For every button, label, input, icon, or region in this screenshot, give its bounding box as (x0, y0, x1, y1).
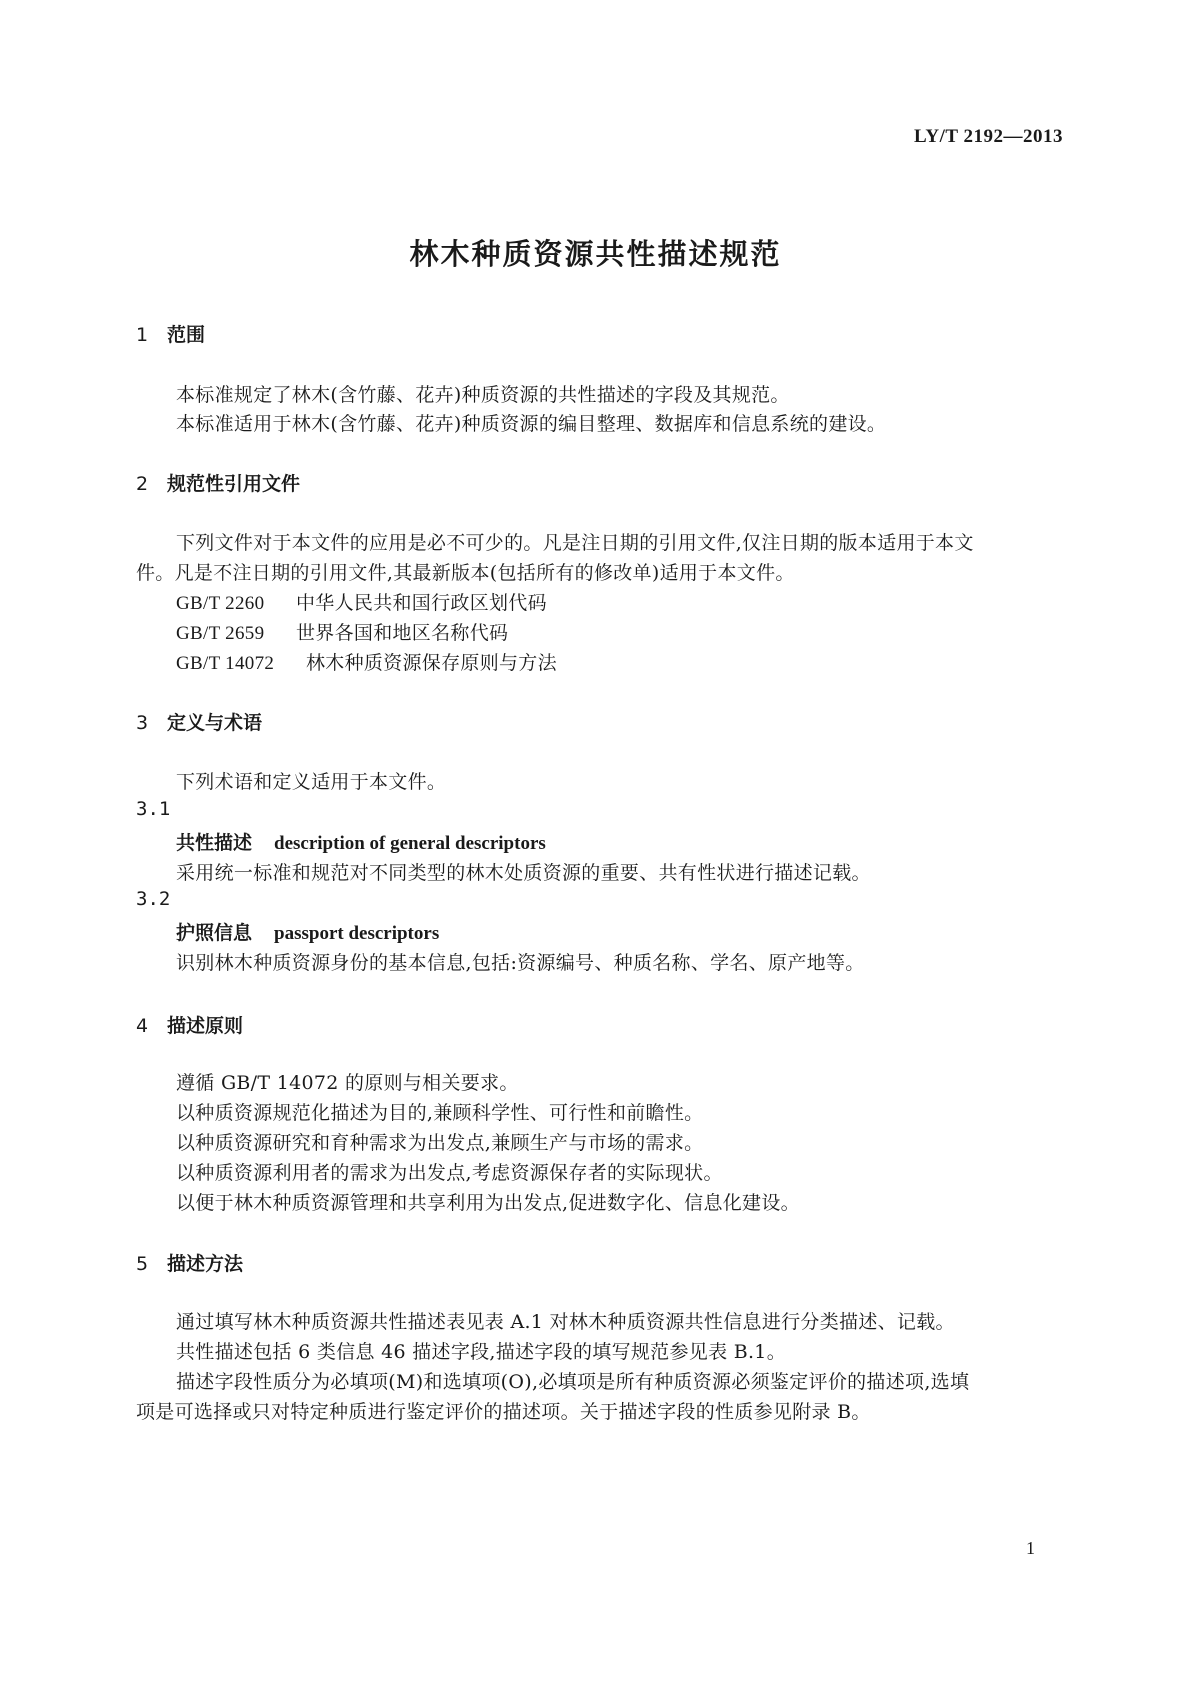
reference-name: 中华人民共和国行政区划代码 (296, 592, 547, 614)
section-number: 3 (136, 712, 149, 734)
reference-code: GB/T 2260 (176, 593, 265, 614)
paragraph: 项是可选择或只对特定种质进行鉴定评价的描述项。关于描述字段的性质参见附录 B。 (136, 1401, 871, 1423)
term-definition: 识别林木种质资源身份的基本信息,包括:资源编号、种质名称、学名、原产地等。 (176, 952, 865, 974)
paragraph: 下列文件对于本文件的应用是必不可少的。凡是注日期的引用文件,仅注日期的版本适用于本文 (176, 532, 974, 554)
section-title: 描述原则 (167, 1015, 244, 1037)
term-chinese: 共性描述 (176, 832, 253, 854)
paragraph: 本标准规定了林木(含竹藤、花卉)种质资源的共性描述的字段及其规范。 (176, 384, 790, 406)
reference-item (176, 588, 547, 615)
paragraph: 以便于林木种质资源管理和共享利用为出发点,促进数字化、信息化建设。 (176, 1192, 800, 1214)
reference-item (176, 648, 557, 675)
section-title: 描述方法 (167, 1253, 244, 1275)
reference-code: GB/T 2659 (176, 623, 265, 644)
term-number: 3.1 (136, 798, 171, 820)
section-title: 定义与术语 (167, 712, 263, 734)
paragraph: 共性描述包括 6 类信息 46 描述字段,描述字段的填写规范参见表 B.1。 (176, 1341, 786, 1363)
section-3-heading (136, 708, 262, 735)
section-title: 规范性引用文件 (167, 473, 301, 495)
section-number: 1 (136, 324, 149, 346)
reference-code: GB/T 14072 (176, 653, 275, 674)
term-entry (176, 828, 546, 855)
section-number: 2 (136, 473, 149, 495)
term-english: passport descriptors (274, 923, 440, 944)
term-chinese: 护照信息 (176, 922, 253, 944)
section-5-heading (136, 1249, 243, 1276)
term-english: description of general descriptors (274, 833, 546, 854)
paragraph: 件。凡是不注日期的引用文件,其最新版本(包括所有的修改单)适用于本文件。 (136, 562, 795, 584)
reference-name: 世界各国和地区名称代码 (296, 622, 509, 644)
section-number: 4 (136, 1015, 149, 1037)
term-number: 3.2 (136, 888, 171, 910)
paragraph: 以种质资源研究和育种需求为出发点,兼顾生产与市场的需求。 (176, 1132, 704, 1154)
paragraph: 下列术语和定义适用于本文件。 (176, 771, 447, 793)
section-1-heading (136, 320, 205, 347)
section-4-heading (136, 1011, 243, 1038)
section-number: 5 (136, 1253, 149, 1275)
page-number: 1 (1026, 1538, 1035, 1558)
paragraph: 遵循 GB/T 14072 的原则与相关要求。 (176, 1072, 519, 1094)
term-definition: 采用统一标准和规范对不同类型的林木处质资源的重要、共有性状进行描述记载。 (176, 862, 871, 884)
paragraph: 以种质资源规范化描述为目的,兼顾科学性、可行性和前瞻性。 (176, 1102, 704, 1124)
paragraph: 通过填写林木种质资源共性描述表见表 A.1 对林木种质资源共性信息进行分类描述、记载。 (176, 1311, 955, 1333)
document-title: 林木种质资源共性描述规范 (409, 237, 782, 271)
section-2-heading (136, 469, 300, 496)
section-title: 范围 (167, 324, 206, 346)
reference-item (176, 618, 508, 645)
standard-code: LY/T 2192—2013 (913, 126, 1063, 147)
paragraph: 描述字段性质分为必填项(M)和选填项(O),必填项是所有种质资源必须鉴定评价的描述项,选填 (176, 1371, 970, 1393)
paragraph: 本标准适用于林木(含竹藤、花卉)种质资源的编目整理、数据库和信息系统的建设。 (176, 413, 887, 435)
paragraph: 以种质资源利用者的需求为出发点,考虑资源保存者的实际现状。 (176, 1162, 723, 1184)
term-entry (176, 918, 439, 945)
reference-name: 林木种质资源保存原则与方法 (306, 652, 557, 674)
